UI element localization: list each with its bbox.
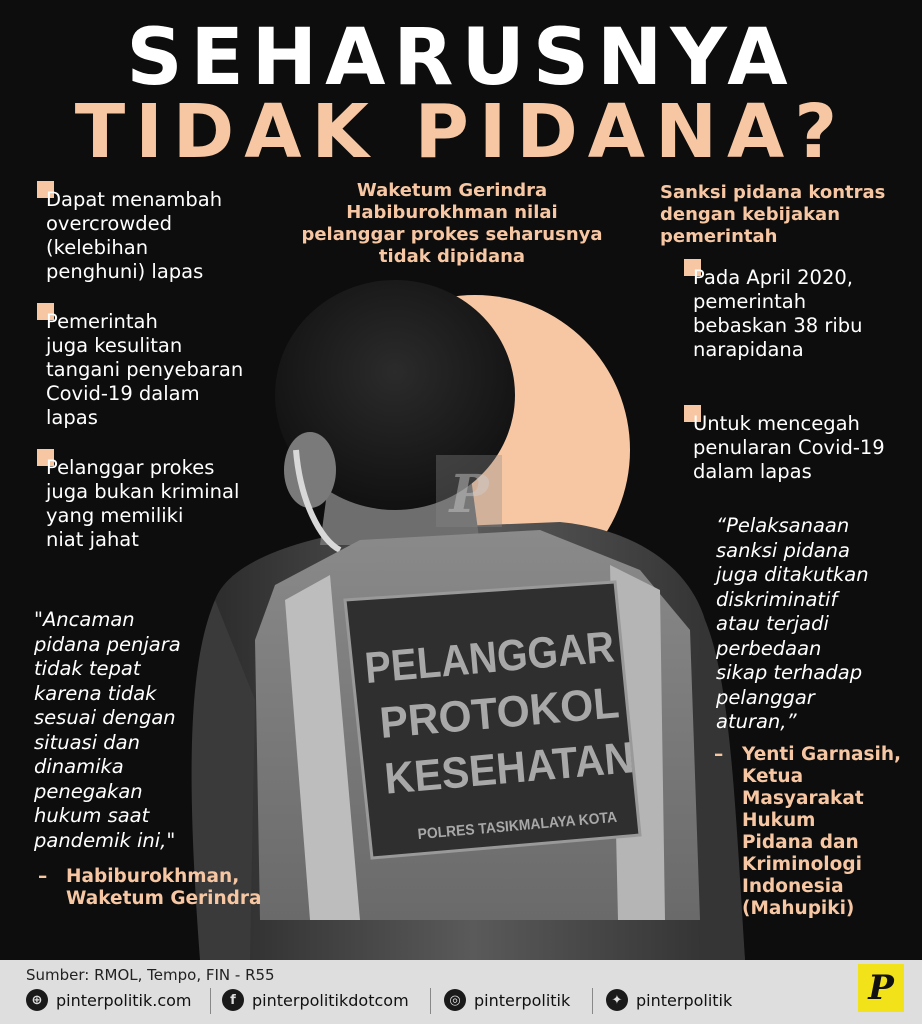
- social-label: pinterpolitik.com: [56, 990, 192, 1010]
- right-point-text: Pada April 2020, pemerintah bebaskan 38 ribu narapidana: [693, 266, 863, 361]
- title-line-1: SEHARUSNYA: [126, 13, 796, 103]
- vest-text-1: PELANGGAR: [362, 619, 648, 694]
- left-quote-attribution: [38, 866, 276, 910]
- right-point-2: [693, 412, 885, 484]
- left-quote-author: Habiburokhman, Waketum Gerindra: [66, 866, 262, 909]
- instagram-icon: ◎: [444, 989, 466, 1011]
- right-point-text: Untuk mencegah penularan Covid-19 dalam lapas: [693, 412, 885, 483]
- footer-divider: [592, 988, 593, 1014]
- globe-icon: ⊕: [26, 989, 48, 1011]
- right-quote-author: Yenti Garnasih, Ketua Masyarakat Hukum Pidana dan Kriminologi Indonesia (Mahupiki): [742, 744, 902, 919]
- social-facebook[interactable]: [222, 988, 409, 1012]
- left-point-3: [46, 456, 239, 552]
- facebook-icon: f: [222, 989, 244, 1011]
- attribution-dash: –: [714, 744, 724, 765]
- vest-text-2: PROTOKOL: [377, 677, 630, 748]
- vest-text-small: POLRES TASIKMALAYA KOTA: [416, 807, 634, 844]
- social-label: pinterpolitikdotcom: [252, 990, 409, 1010]
- right-point-1: [693, 266, 863, 362]
- right-heading: Sanksi pidana kontras dengan kebijakan pemerintah: [660, 182, 886, 247]
- pinterpolitik-logo: P: [858, 964, 904, 1012]
- right-quote-attribution: [714, 744, 912, 920]
- left-point-2: [46, 310, 243, 430]
- social-instagram[interactable]: [444, 988, 570, 1012]
- twitter-icon: ✦: [606, 989, 628, 1011]
- left-point-text: Pemerintah juga kesulitan tangani penyebaran Covid-19 dalam lapas: [46, 310, 244, 429]
- social-twitter[interactable]: [606, 988, 732, 1012]
- footer-divider: [430, 988, 431, 1014]
- left-point-1: [46, 188, 222, 284]
- social-label: pinterpolitik: [636, 990, 733, 1010]
- footer-divider: [210, 988, 211, 1014]
- center-heading: Waketum Gerindra Habiburokhman nilai pelanggar prokes seharusnya tidak dipidana: [301, 180, 603, 267]
- left-quote: "Ancaman pidana penjara tidak tepat karena tidak sesuai dengan situasi dan dinamika penegakan hukum saat pandemik ini,": [34, 608, 181, 852]
- vest-text-3: KESEHATAN: [382, 731, 654, 804]
- social-website[interactable]: [26, 988, 192, 1012]
- source-text: Sumber: RMOL, Tempo, FIN - R55: [26, 966, 275, 984]
- right-quote: “Pelaksanaan sanksi pidana juga ditakutkan diskriminatif atau terjadi perbedaan sikap terhadap pelanggar aturan,”: [716, 514, 869, 733]
- attribution-dash: –: [38, 866, 48, 887]
- left-point-text: Dapat menambah overcrowded (kelebihan penghuni) lapas: [46, 188, 223, 283]
- left-point-text: Pelanggar prokes juga bukan kriminal yang memiliki niat jahat: [46, 456, 240, 551]
- title-line-2: TIDAK PIDANA?: [74, 89, 848, 175]
- social-label: pinterpolitik: [474, 990, 571, 1010]
- svg-text:P: P: [449, 464, 489, 525]
